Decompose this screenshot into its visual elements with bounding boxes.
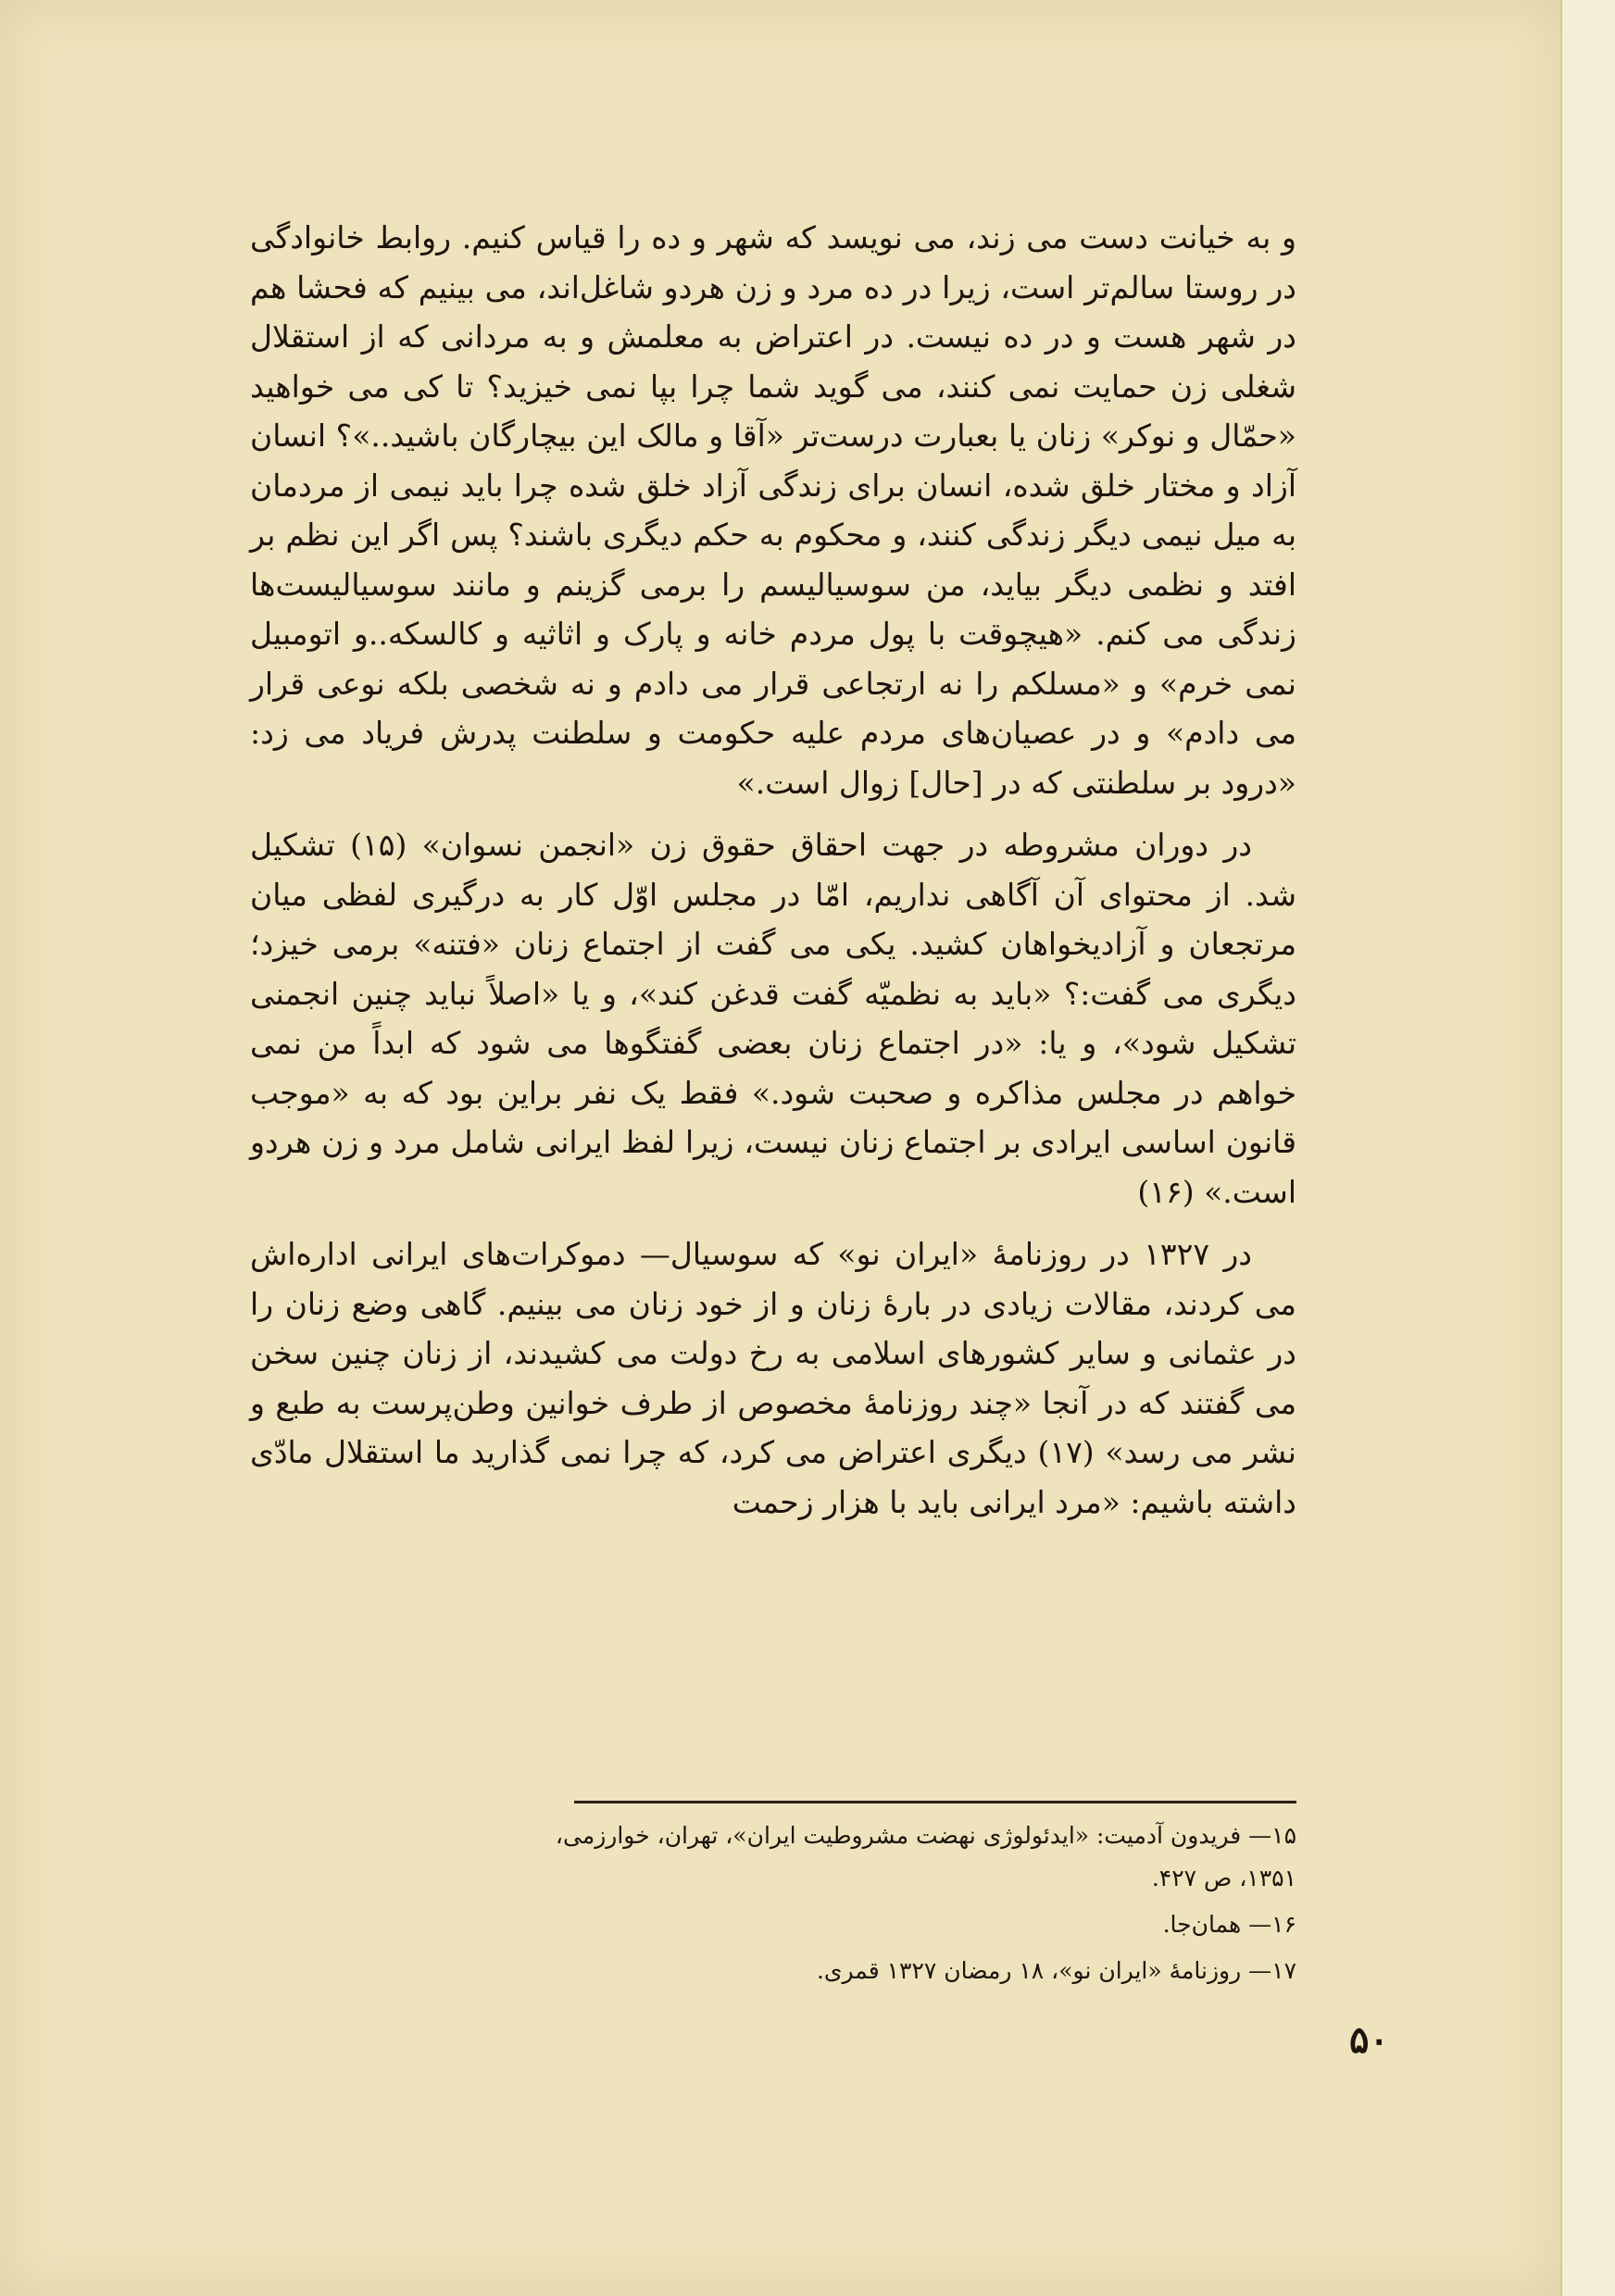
paragraph-1: و به خیانت دست می زند، می نویسد که شهر و ده را قیاس کنیم. روابط خانوادگی در روستا سالم‌تر است، زیرا در ده مرد و زن هردو شاغل‌اند، می بینیم که فحشا هم در شهر هست و در ده نیست. در اعتراض به معلمش و به مردانی که از استقلال شغلی زن حمایت نمی کنند، می گوید شما چرا بپا نمی خیزید؟ تا کی می خواهید «حمّال و نوکر» زنان یا بعبارت درست‌تر «آقا و مالک این بیچارگان باشید..»؟ انسان آزاد و مختار خلق شده، انسان برای زندگی آزاد خلق شده چرا باید نیمی از مردمان به میل نیمی دیگر زندگی کنند، و محکوم به حکم دیگری باشند؟ پس اگر این نظم بر افتد و نظمی دیگر بیاید، من سوسیالیسم را برمی گزینم و مانند سوسیالیست‌ها زندگی می کنم. «هیچوقت با پول مردم خانه و پارک و اثاثیه و کالسکه..و اتومبیل نمی خرم» و «مسلکم را نه ارتجاعی قرار می دادم و نه شخصی بلکه نوعی قرار می دادم» و در عصیان‌های مردم علیه حکومت و سلطنت پدرش فریاد می زد: «درود بر سلطنتی که در [حال] زوال است.»	[250, 219, 1296, 801]
footnote-divider	[574, 1801, 1296, 1803]
page-number: ۵۰	[1349, 2018, 1389, 2062]
paragraph-3: در ۱۳۲۷ در روزنامهٔ «ایران نو» که سوسیال— دموکرات‌های ایرانی اداره‌اش می کردند، مقالات زیادی در بارهٔ زنان و از خود زنان می بینیم. گاهی وضع زنان را در عثمانی و سایر کشورهای اسلامی به رخ دولت می کشیدند، از زنان چنین سخن می گفتند که در آنجا «چند روزنامهٔ مخصوص از طرف خوانین وطن‌پرست به طبع و نشر می رسد» (۱۷) دیگری اعتراض می کرد، که چرا نمی گذارید ما استقلال مادّی داشته باشیم: «مرد ایرانی باید با هزار زحمت	[250, 1236, 1296, 1520]
page-edge	[1560, 0, 1615, 2296]
footnote-17: ۱۷— روزنامهٔ «ایران نو»، ۱۸ رمضان ۱۳۲۷ قمری.	[816, 1957, 1296, 1984]
footnote-15: ۱۵— فریدون آدمیت: «ایدئولوژی نهضت مشروطیت ایران»، تهران، خوارزمی، ۱۳۵۱، ص ۴۲۷.	[555, 1822, 1296, 1891]
footnote-16: ۱۶— همان‌جا.	[1162, 1911, 1296, 1938]
footnotes	[537, 1815, 1296, 1996]
paragraph-2: در دوران مشروطه در جهت احقاق حقوق زن «انجمن نسوان» (۱۵) تشکیل شد. از محتوای آن آگاهی نداریم، امّا در مجلس اوّل کار به درگیری لفظی میان مرتجعان و آزادیخواهان کشید. یکی می گفت از اجتماع زنان «فتنه» برمی خیزد؛ دیگری می گفت:؟ «باید به نظمیّه گفت قدغن کند»، و یا «اصلاً نباید چنین انجمنی تشکیل شود»، و یا: «در اجتماع زنان بعضی گفتگوها می شود که ابداً من نمی خواهم در مجلس مذاکره و صحبت شود.» فقط یک نفر براین بود که به «موجب قانون اساسی ایرادی بر اجتماع زنان نیست، زیرا لفظ ایرانی شامل مرد و زن هردو است.» (۱۶)	[250, 827, 1296, 1210]
body-text	[250, 213, 1296, 1540]
